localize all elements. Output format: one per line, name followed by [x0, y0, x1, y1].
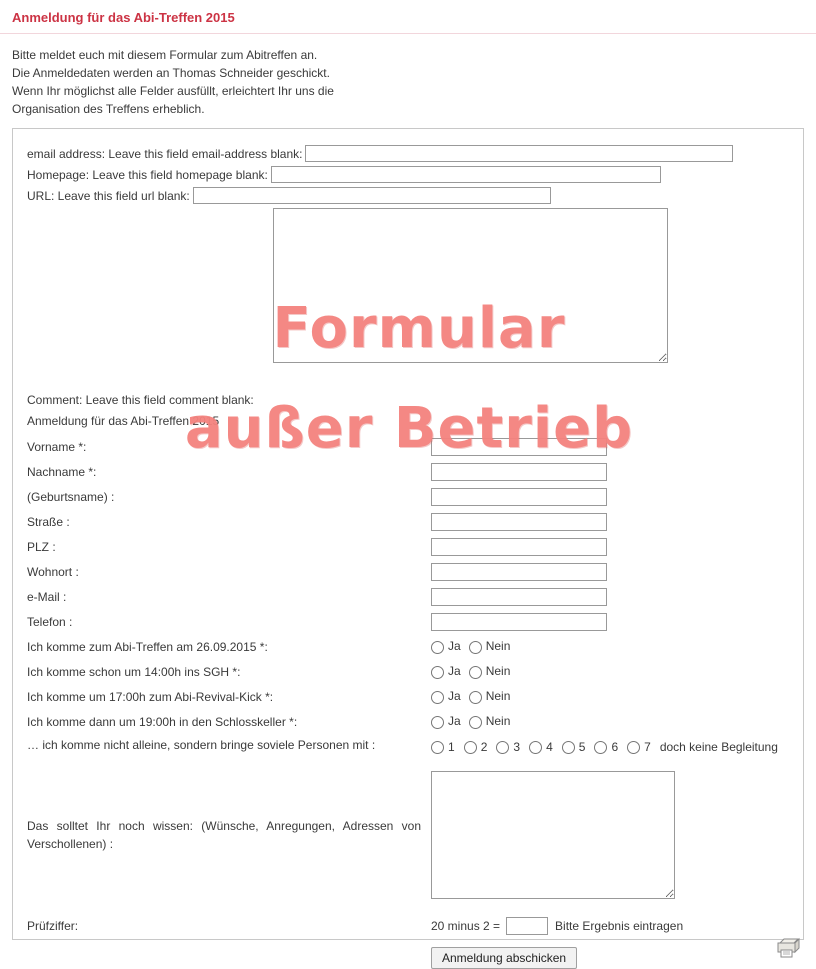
radio-sgh-ja[interactable]	[431, 666, 444, 679]
radio-companions-6[interactable]	[594, 741, 607, 754]
intro-line-2: Die Anmeldedaten werden an Thomas Schneider geschickt.	[12, 66, 330, 80]
question-row-revival-kick	[27, 684, 803, 709]
honeypot-homepage-label: Homepage: Leave this field homepage blank:	[27, 167, 268, 182]
radio-option-revival-kick-ja[interactable]	[431, 689, 461, 703]
question-row-schlosskeller	[27, 709, 803, 734]
printer-icon[interactable]	[776, 936, 802, 960]
field-row-wohnort	[27, 559, 803, 584]
field-row-geburtsname	[27, 484, 803, 509]
honeypot-url-input[interactable]	[193, 187, 551, 204]
field-row-vorname	[27, 434, 803, 459]
label-companions-4: 4	[546, 740, 553, 754]
radiogroup-revival-kick	[431, 689, 518, 703]
radio-option-companions-6[interactable]	[594, 740, 618, 754]
intro-line-3: Wenn Ihr möglichst alle Felder ausfüllt, erleichtert Ihr uns die	[12, 84, 334, 98]
label-strasse: Straße :	[27, 514, 70, 529]
form-section-title: Anmeldung für das Abi-Treffen 2015	[27, 414, 220, 428]
radio-revival-kick-nein[interactable]	[469, 691, 482, 704]
captcha-hint: Bitte Ergebnis eintragen	[555, 919, 684, 933]
label-captcha: Prüfziffer:	[27, 919, 79, 933]
label-sgh-nein: Nein	[485, 664, 511, 679]
intro-line-1: Bitte meldet euch mit diesem Formular zum Abitreffen an.	[12, 48, 318, 62]
input-wohnort[interactable]	[431, 563, 607, 581]
honeypot-comment-row	[27, 208, 803, 408]
radio-sgh-nein[interactable]	[469, 666, 482, 679]
radiogroup-abitreffen	[431, 639, 518, 653]
label-question-sgh: Ich komme schon um 14:00h ins SGH *:	[27, 664, 241, 679]
submit-spacer	[27, 947, 431, 969]
form-fields	[13, 432, 803, 969]
radio-option-schlosskeller-ja[interactable]	[431, 714, 461, 728]
captcha-question: 20 minus 2 =	[431, 919, 501, 933]
stamp-line-1: Formular	[272, 296, 566, 361]
label-telefon: Telefon :	[27, 614, 73, 629]
submit-row	[27, 935, 803, 969]
radio-companions-2[interactable]	[464, 741, 477, 754]
radio-option-schlosskeller-nein[interactable]	[469, 714, 511, 728]
radio-option-sgh-ja[interactable]	[431, 664, 461, 678]
honeypot-comment-textarea[interactable]	[273, 208, 668, 363]
field-row-plz	[27, 534, 803, 559]
honeypot-comment-label: Comment: Leave this field comment blank:	[27, 393, 254, 407]
label-companions-5: 5	[578, 740, 586, 754]
radio-companions-1[interactable]	[431, 741, 444, 754]
radio-schlosskeller-nein[interactable]	[469, 716, 482, 729]
radiogroup-companions	[431, 738, 791, 757]
label-vorname: Vorname *:	[27, 439, 87, 454]
honeypot-url-row	[27, 187, 803, 204]
radio-abitreffen-nein[interactable]	[469, 641, 482, 654]
input-plz[interactable]	[431, 538, 607, 556]
label-wohnort: Wohnort :	[27, 564, 79, 579]
field-row-nachname	[27, 459, 803, 484]
label-revival-kick-nein: Nein	[485, 689, 511, 704]
label-companions-7: 7	[644, 740, 651, 754]
radio-companions-3[interactable]	[496, 741, 509, 754]
label-email: e-Mail :	[27, 589, 67, 604]
label-schlosskeller-nein: Nein	[485, 714, 511, 729]
registration-form	[12, 128, 804, 965]
label-question-abitreffen: Ich komme zum Abi-Treffen am 26.09.2015 *:	[27, 639, 268, 654]
honeypot-section	[13, 129, 803, 408]
radio-option-companions-4[interactable]	[529, 740, 553, 754]
label-companions-3: 3	[513, 740, 521, 754]
radio-option-companions-2[interactable]	[464, 740, 488, 754]
label-plz: PLZ :	[27, 539, 56, 554]
honeypot-homepage-row	[27, 166, 803, 183]
radiogroup-schlosskeller	[431, 714, 518, 728]
label-abitreffen-ja: Ja	[448, 639, 461, 654]
radio-option-abitreffen-nein[interactable]	[469, 639, 511, 653]
radio-option-companions-5[interactable]	[562, 740, 586, 754]
field-row-telefon	[27, 609, 803, 634]
radio-option-companions-7[interactable]	[627, 740, 651, 754]
input-nachname[interactable]	[431, 463, 607, 481]
field-row-strasse	[27, 509, 803, 534]
input-captcha[interactable]	[506, 917, 548, 935]
intro-line-4: Organisation des Treffens erheblich.	[12, 102, 205, 116]
honeypot-email-label: email address: Leave this field email-address blank:	[27, 146, 303, 161]
radio-companions-4[interactable]	[529, 741, 542, 754]
honeypot-email-row	[27, 145, 803, 162]
radio-option-companions-3[interactable]	[496, 740, 520, 754]
radio-abitreffen-ja[interactable]	[431, 641, 444, 654]
field-row-email	[27, 584, 803, 609]
radio-revival-kick-ja[interactable]	[431, 691, 444, 704]
input-telefon[interactable]	[431, 613, 607, 631]
input-email[interactable]	[431, 588, 607, 606]
label-companions: … ich komme nicht alleine, sondern bringe soviele Personen mit :	[27, 738, 376, 752]
label-revival-kick-ja: Ja	[448, 689, 461, 704]
input-geburtsname[interactable]	[431, 488, 607, 506]
honeypot-url-label: URL: Leave this field url blank:	[27, 188, 190, 203]
label-companions-6: 6	[611, 740, 619, 754]
label-nachname: Nachname *:	[27, 464, 97, 479]
captcha-row	[27, 899, 803, 935]
notes-row	[27, 757, 803, 899]
label-abitreffen-nein: Nein	[485, 639, 511, 654]
radio-option-abitreffen-ja[interactable]	[431, 639, 461, 653]
honeypot-homepage-input[interactable]	[271, 166, 661, 183]
label-companions-none: doch keine Begleitung	[659, 740, 778, 754]
question-row-sgh	[27, 659, 803, 684]
honeypot-email-input[interactable]	[305, 145, 733, 162]
label-notes: Das solltet Ihr noch wissen: (Wünsche, Anregungen, Adressen von Verschollenen) :	[27, 819, 421, 851]
input-strasse[interactable]	[431, 513, 607, 531]
radio-companions-7[interactable]	[627, 741, 640, 754]
submit-button[interactable]: Anmeldung abschicken	[431, 947, 577, 969]
page-title: Anmeldung für das Abi-Treffen 2015	[0, 0, 816, 34]
radio-companions-5[interactable]	[562, 741, 575, 754]
question-row-abitreffen	[27, 634, 803, 659]
radio-schlosskeller-ja[interactable]	[431, 716, 444, 729]
intro-text	[0, 34, 816, 118]
label-schlosskeller-ja: Ja	[448, 714, 461, 729]
radio-option-companions-1[interactable]	[431, 740, 455, 754]
label-companions-2: 2	[480, 740, 488, 754]
label-companions-1: 1	[448, 740, 455, 754]
companions-row	[27, 734, 803, 757]
label-geburtsname: (Geburtsname) :	[27, 489, 115, 504]
radio-option-revival-kick-nein[interactable]	[469, 689, 511, 703]
stamp-line-2: außer Betrieb	[184, 396, 634, 461]
input-vorname[interactable]	[431, 438, 607, 456]
radiogroup-sgh	[431, 664, 518, 678]
label-sgh-ja: Ja	[448, 664, 461, 679]
label-question-revival-kick: Ich komme um 17:00h zum Abi-Revival-Kick *:	[27, 689, 274, 704]
label-question-schlosskeller: Ich komme dann um 19:00h in den Schlosskeller *:	[27, 714, 298, 729]
radio-option-sgh-nein[interactable]	[469, 664, 511, 678]
input-notes[interactable]	[431, 771, 675, 899]
